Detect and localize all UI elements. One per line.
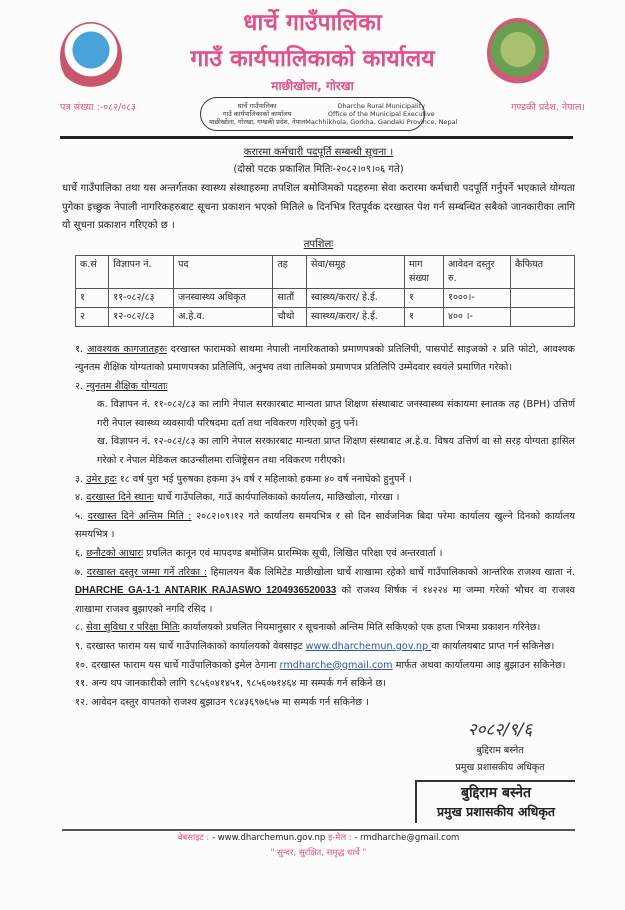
notice-items — [75, 341, 575, 713]
table-cell: स्वास्थ्य/करार/ हे.ई. — [306, 288, 404, 307]
reference-number: पत्र संख्या :-०८२/०८३ — [60, 102, 137, 113]
item-11 — [75, 675, 575, 694]
text-segment: आवश्यक कागजातहरुः — [87, 343, 167, 355]
text-segment: १८ वर्ष पुरा भई पुरुषका हकमा ३५ वर्ष र महिलाको हकमा ४० वर्ष ननाघेको हुनुपर्ने । — [116, 473, 412, 485]
text-segment: १२. — [75, 696, 89, 708]
website-link[interactable]: www.dharchemun.gov.np — [305, 641, 432, 652]
text-segment: अन्य थप जानकारीको लागि ९८५६०४१४५१, ९८५६०७१४६४ मा सम्पर्क गर्न सकिने छ। — [91, 678, 386, 690]
text-segment: दरखास्त फाराम यस धार्चे गाउँपालिकाको कार्यालयको वेवसाइट — [86, 641, 306, 652]
text-segment: दरखास्त दिने अन्तिम मिति : — [87, 510, 192, 522]
text-segment: प्रमुख प्रशासकीय अधिकृत — [436, 804, 556, 820]
footer-slogan: " सुन्दर, सुरक्षित, समृद्ध धार्चे " — [270, 848, 367, 859]
text-segment: कार्यालयको प्रचलित नियमानुसार र सूचनाको अन्तिम मिति सकिएको एक हप्ता भित्रमा प्रकाशन गरिनेछ। — [179, 622, 541, 634]
text-segment: ७. — [75, 566, 84, 578]
table-cell: १ — [405, 307, 444, 326]
table-row — [76, 288, 575, 307]
text-segment: धार्चे गाउँपलिका, गाउँ कार्यपालिकाको कार्यालय, माछिखोला, गोरखा । — [153, 492, 400, 504]
vacancy-table — [75, 255, 575, 327]
text-segment: वा कार्यालयबाट प्राप्त गर्न सकिनेछ। — [431, 641, 555, 652]
text-segment: २०८२।०९।१२ गते कार्यालय समयभित्र र सो दिन सार्वजनिक बिदा परेमा कार्यालय खुल्ने दिनको कार्यालय समयभित्र । — [75, 510, 575, 541]
location: माछीखोला, गोरखा — [271, 79, 354, 93]
text-segment: दरखास्त फाराम यस धार्चे गाउँपालिकाको इमेल ठेगाना — [91, 659, 280, 671]
text-segment: २. — [75, 380, 84, 392]
notice-title: करारमा कर्मचारी पदपूर्ति सम्बन्धी सूचना । — [243, 147, 394, 158]
notice-subtitle: (दोस्रो पटक प्रकाशित मितिः-२०८२।०९।०६ गते) — [233, 164, 404, 175]
table-cell: १ — [405, 288, 444, 307]
text-segment: १०. — [75, 659, 89, 671]
signatory-name: बुद्दिराम बस्नेत — [476, 745, 524, 757]
item-6 — [75, 545, 575, 564]
table-cell: १०००।- — [444, 288, 511, 307]
text-segment: ३. — [75, 473, 84, 485]
text-segment: ४. — [75, 492, 84, 504]
table-cell: क.सं — [76, 255, 109, 288]
text-segment: ११. — [75, 678, 89, 690]
text-segment: ९. — [75, 641, 84, 652]
province: गण्डकी प्रदेश, नेपाल। — [511, 102, 585, 113]
item-8 — [75, 619, 575, 638]
item-12 — [75, 694, 575, 713]
office-name: गाउँ कार्यपालिकाको कार्यालय — [190, 46, 435, 72]
table-cell — [511, 288, 575, 307]
table-cell: चौथो — [273, 307, 307, 326]
text-segment: ६. — [75, 548, 84, 560]
text-segment: धार्चे गाउँपालिका — [237, 102, 277, 110]
text-segment: मार्फत अथवा कार्यालयमा आइ बुझाउन सकिनेछ। — [392, 659, 566, 671]
handwritten-signature: २०८२/९/६ — [467, 720, 533, 741]
text-segment: - www.dharchemun.gov.np — [211, 833, 326, 844]
table-cell: माग संख्या — [405, 255, 444, 288]
table-cell: आवेदन दस्तुर रु. — [444, 255, 511, 288]
text-segment: Dharche Rural Municipality — [337, 102, 426, 110]
text-segment: छनौटको आधारः — [86, 548, 144, 560]
item-3 — [75, 471, 575, 490]
text-segment: Office of the Municipal Executive — [327, 110, 435, 118]
text-segment: इ-मेल : — [328, 833, 352, 844]
item-2 — [75, 378, 575, 397]
table-cell: ४०० ।- — [444, 307, 511, 326]
table-title: तपशिलः — [303, 238, 334, 250]
text-segment: गाउँ कार्यपालिकाको कार्यालय — [222, 110, 292, 118]
item-2-a: क. विज्ञापन नं. ११-०८२/८३ का लागि नेपाल सरकारबाट मान्यता प्राप्त शिक्षण संस्थाबाट जनस्वास्थ्य संकायमा स्नातक तह (BPH) उत्तिर्ण गरी नेपाल स्वास्थ्य व्यवसायी परिषदमा दर्ता तथा नविकरण गरिएको हुनु पर्ने। — [97, 399, 575, 429]
table-cell: जनस्वास्थ्य अधिकृत — [174, 288, 273, 307]
item-1 — [75, 341, 575, 378]
table-cell: सेवा/समूह — [306, 255, 404, 288]
text-segment: दरखास्त दिने स्थानः — [86, 492, 154, 504]
text-segment: सेवा सुविधा र परिक्षा मितिः — [86, 622, 180, 634]
text-segment: वेबसाइट : — [177, 833, 210, 844]
bottom-margin — [62, 861, 575, 881]
text-segment: १. — [75, 343, 84, 355]
table-cell: अ.हे.व. — [174, 307, 273, 326]
org-name: धार्चे गाउँपालिका — [243, 10, 382, 36]
text-segment: प्रचलित कानून एवं मापदण्ड बमोजिम प्रारम्भिक सूची, लिखित परिक्षा एवं अन्तरवार्ता । — [143, 548, 443, 560]
item-2-b: ख. विज्ञापन नं. १२-०८२/८३ का लागि नेपाल सरकारबाट मान्यता प्राप्त शिक्षण संस्थाबाट अ.हे.व. विषय उत्तिर्ण वा सो सरह योग्यता हासिल गरेको र नेपाल मेडिकल काउन्सीलमा राजिष्ट्रेसन तथा नविकरण गरीएको। — [97, 436, 575, 467]
text-segment: उमेर हदः — [86, 473, 117, 485]
table-row — [76, 307, 575, 326]
text-segment: बुद्दिराम बस्नेत — [460, 785, 532, 802]
text-segment: ५. — [75, 510, 84, 522]
text-segment: - rmdharche@gmail.com — [354, 833, 460, 844]
notice-intro: धार्चे गाउँपालिका तथा यस अन्तर्गतका स्वास्थ्य संस्थाहरुमा तपशिल बमोजिमको पदहरुमा सेवा करारमा कर्मचारी पदपूर्ति गर्नुपर्ने भएकाले योग्यता पुगेका इच्छुक नेपाली नागरिकहरुबाट सूचना प्रकाशन भएको मितिले ७ दिनभित्र रितपूर्वक दरखास्त पेश गर्न सम्बन्धित सबैको जानकारीका लागि यो सूचना प्रकाशन गरिएको छ । — [62, 183, 575, 231]
item-5 — [75, 508, 575, 545]
item-4 — [75, 489, 575, 508]
text-segment: ८. — [75, 622, 84, 634]
text-segment: माछीखोला, गोरखा, गण्डकी प्रदेश, नेपाल — [209, 118, 306, 126]
text-segment: आवेदन दस्तुर वापतको राजश्व बुझाउन ९८४३६९७६५७ मा सम्पर्क गर्न सकिनेछ । — [91, 696, 369, 708]
table-cell: कैफियत — [511, 255, 575, 288]
item-7 — [75, 564, 575, 620]
notice-content — [0, 140, 625, 881]
text-segment: को राजश्व शिर्षक नं १४२२४ मा जम्मा गरेको भौचर वा राजश्व शाखामा राजश्व बुझाएको नगदि रसिद । — [75, 585, 576, 615]
table-cell — [511, 307, 575, 326]
table-cell: सातौं — [273, 288, 307, 307]
text-segment: दरखास्त दस्तुर जम्मा गर्ने तरिका : — [86, 566, 208, 578]
text-segment: हिमालयन बैंक लिमिटेड माछीखोला धार्चे शाखामा रहेको धार्चे गाउँपालिकाको आन्तरिक राजश्व खाता नं. — [207, 566, 575, 578]
item-9 — [75, 638, 575, 657]
signature-block — [62, 718, 575, 823]
table-cell: २ — [76, 307, 109, 326]
account-number: DHARCHE GA-1-1 ANTARIK RAJASWO 1204936520033 — [75, 585, 337, 597]
text-segment: Machhikhola, Gorkha, Gandaki Province, Nepal — [305, 118, 458, 126]
table-cell: पद — [174, 255, 273, 288]
table-cell: १ — [76, 288, 109, 307]
table-cell: स्वास्थ्य/करार/ हे.ई. — [306, 307, 404, 326]
table-cell: तह — [273, 255, 307, 288]
signature-stamp — [415, 780, 575, 823]
signatory-designation: प्रमुख प्रशासकीय अधिकृत — [455, 762, 545, 774]
item-10 — [75, 657, 575, 676]
footer-contacts — [62, 831, 575, 846]
email-link[interactable]: rmdharche@gmail.com — [279, 659, 393, 671]
table-cell: विज्ञापन नं. — [109, 255, 174, 288]
text-segment: दरखास्त फारामको साथमा नेपाली नागरिकताको प्रमाणपत्रको प्रतिलिपी, पासपोर्ट साइजको २ प्रति फोटो, आवश्यक न्युनतम शैक्षिक योग्यताको प्रमाणपत्रका प्रतिलिपि, अनुभव तथा तालिमको प्रमाणपत्र प्रतिलिपि उम्मेदवार स्वयंले प्रमाणित गरेको। — [75, 343, 575, 374]
table-cell: १२-०८२/८३ — [109, 307, 174, 326]
letterhead — [0, 0, 625, 140]
office-seal-stamp — [200, 97, 458, 131]
text-segment: न्युनतम शैक्षिक योग्यताः — [86, 380, 168, 392]
text-segment — [76, 255, 575, 326]
table-header-row — [76, 255, 575, 288]
header-divider — [60, 136, 573, 139]
table-cell: ११-०८२/८३ — [109, 288, 174, 307]
